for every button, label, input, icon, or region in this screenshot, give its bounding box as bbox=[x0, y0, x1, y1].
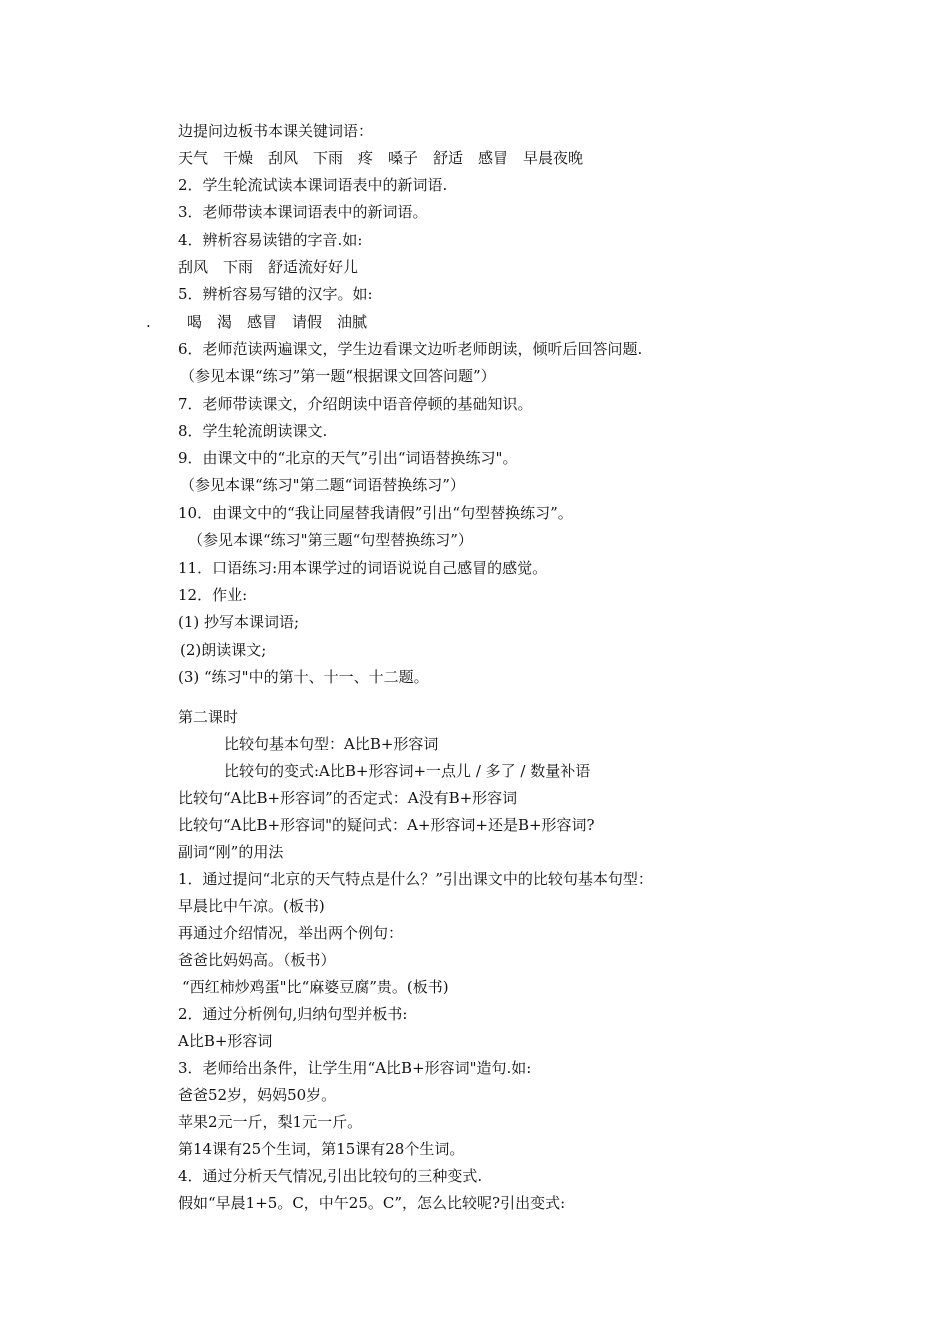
text-line: 9．由课文中的“北京的天气”引出“词语替换练习"。 bbox=[178, 449, 518, 467]
text-line: 3．老师给出条件，让学生用“A比B+形容词"造句.如: bbox=[178, 1059, 532, 1077]
text-line: 副词“刚”的用法 bbox=[178, 843, 284, 861]
text-line: 早晨比中午凉。(板书) bbox=[178, 897, 325, 915]
text-line: 再通过介绍情况，举出两个例句： bbox=[178, 924, 404, 942]
text-line: 6．老师范读两遍课文，学生边看课文边听老师朗读，倾听后回答问题. bbox=[178, 340, 643, 358]
text-line: 假如“早晨1+5。C，中午25。C”，怎么比较呢?引出变式: bbox=[178, 1194, 566, 1212]
text-line: 2．通过分析例句,归纳句型并板书: bbox=[178, 1005, 408, 1023]
text-line: 比较句的变式:A比B+形容词+一点儿 / 多了 / 数量补语 bbox=[224, 762, 591, 780]
text-line: (2)朗读课文; bbox=[180, 641, 267, 659]
text-line: 5．辨析容易写错的汉字。如: bbox=[178, 285, 373, 303]
text-line: 7．老师带读课文，介绍朗读中语音停顿的基础知识。 bbox=[178, 395, 533, 413]
text-line: 第14课有25个生词，第15课有28个生词。 bbox=[178, 1140, 465, 1158]
text-line: “西红柿炒鸡蛋"比“麻婆豆腐”贵。(板书) bbox=[182, 978, 449, 996]
text-line: 苹果2元一斤，梨1元一斤。 bbox=[178, 1113, 363, 1131]
text-line: 1．通过提问“北京的天气特点是什么？”引出课文中的比较句基本句型： bbox=[178, 870, 653, 888]
text-line: 比较句“A比B+形容词"的疑问式：A+形容词+还是B+形容词? bbox=[178, 816, 595, 834]
text-line: 爸爸52岁，妈妈50岁。 bbox=[178, 1086, 337, 1104]
stray-dot: . bbox=[146, 313, 151, 331]
text-line: 3．老师带读本课词语表中的新词语。 bbox=[178, 203, 428, 221]
text-line: 比较句“A比B+形容词”的否定式：A没有B+形容词 bbox=[178, 789, 518, 807]
text-line: 边提问边板书本课关键词语： bbox=[178, 122, 374, 140]
text-line: 4．辨析容易读错的字音.如: bbox=[178, 231, 363, 249]
text-line: 12．作业: bbox=[178, 586, 248, 604]
text-line: (3) “练习"中的第十、十一、十二题。 bbox=[178, 668, 429, 686]
text-line: （参见本课“练习”第一题“根据课文回答问题”） bbox=[180, 367, 496, 385]
text-line: 10．由课文中的“我让同屋替我请假”引出“句型替换练习”。 bbox=[178, 504, 573, 522]
text-line: （参见本课“练习"第三题“句型替换练习”） bbox=[188, 531, 473, 549]
text-line: 喝 渴 感冒 请假 油腻 bbox=[187, 313, 368, 331]
text-line: 4．通过分析天气情况,引出比较句的三种变式. bbox=[178, 1167, 483, 1185]
text-line: 11．口语练习:用本课学过的词语说说自己感冒的感觉。 bbox=[178, 559, 548, 577]
text-line: 比较句基本句型：A比B+形容词 bbox=[224, 735, 439, 753]
text-line: 2．学生轮流试读本课词语表中的新词语. bbox=[178, 176, 448, 194]
text-line: 刮风 下雨 舒适流好好儿 bbox=[178, 258, 359, 276]
text-line: 爸爸比妈妈高。（板书） bbox=[178, 951, 336, 969]
section-heading: 第二课时 bbox=[178, 708, 239, 726]
text-line: 8．学生轮流朗读课文. bbox=[178, 422, 328, 440]
text-line: （参见本课“练习"第二题“词语替换练习”） bbox=[180, 476, 465, 494]
text-line: (1) 抄写本课词语; bbox=[178, 613, 300, 631]
keyword-line: 天气 干燥 刮风 下雨 疼 嗓子 舒适 感冒 早晨夜晚 bbox=[178, 149, 584, 167]
text-line: A比B+形容词 bbox=[178, 1032, 273, 1050]
